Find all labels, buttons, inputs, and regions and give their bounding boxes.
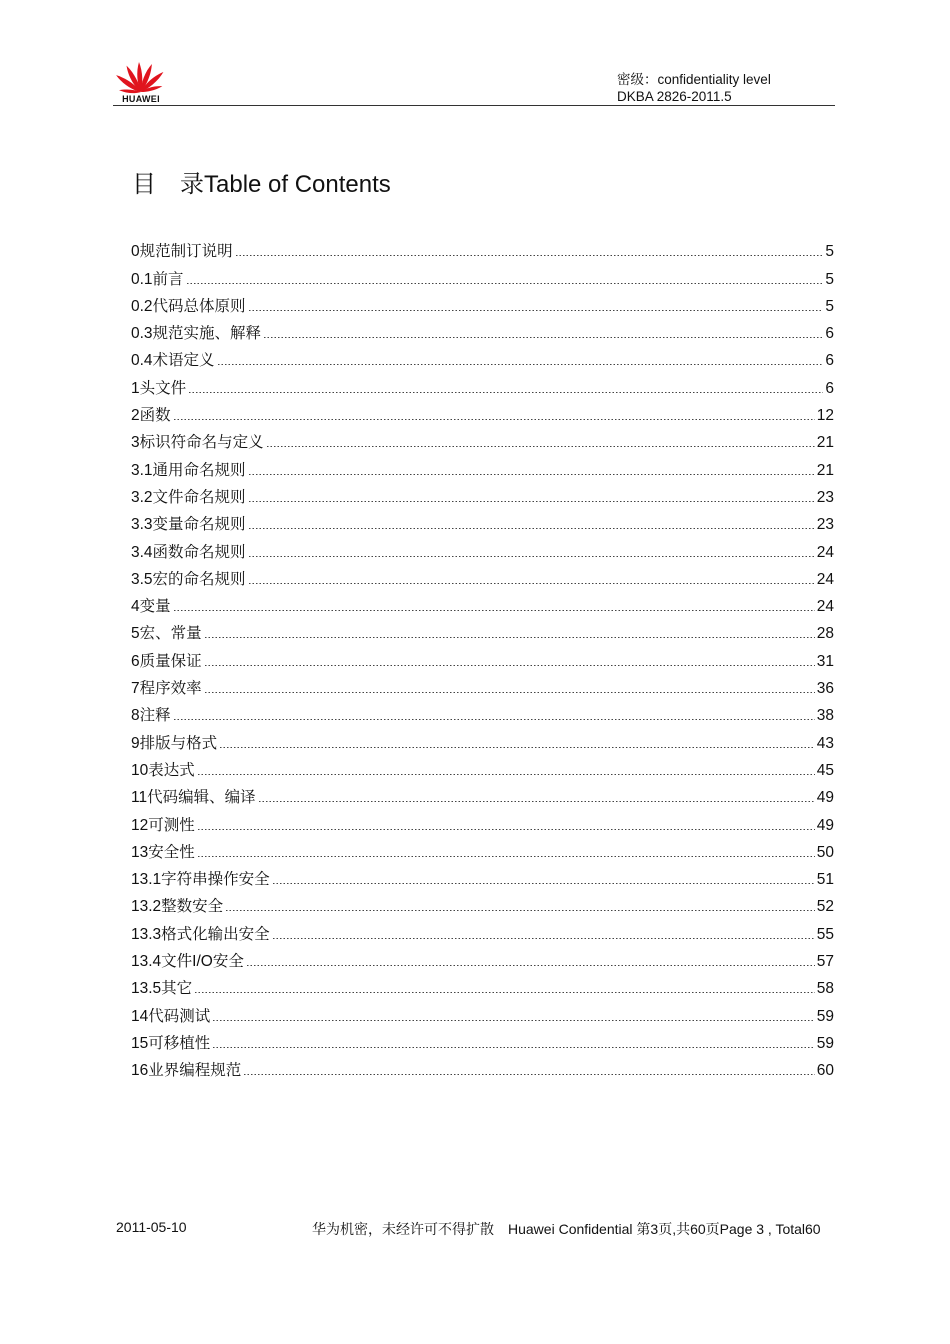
confidentiality-level: 密级：confidentiality level <box>617 72 771 87</box>
toc-entry-page: 60 <box>816 1062 834 1080</box>
toc-entry[interactable] <box>131 589 834 616</box>
toc-entry-label: 0规范制订说明 <box>131 243 233 261</box>
toc-dot-leader <box>248 583 815 584</box>
toc-entry[interactable] <box>131 234 834 261</box>
toc-list <box>131 234 834 1080</box>
toc-dot-leader <box>248 474 815 475</box>
toc-entry-label: 6质量保证 <box>131 652 202 670</box>
toc-entry-label: 13.5其它 <box>131 980 193 998</box>
toc-entry-label: 0.2代码总体原则 <box>131 297 246 315</box>
toc-entry-label: 4变量 <box>131 598 171 616</box>
toc-entry[interactable] <box>131 289 834 316</box>
toc-dot-leader <box>258 801 815 802</box>
toc-entry-label: 15可移植性 <box>131 1034 211 1052</box>
toc-dot-leader <box>272 883 815 884</box>
toc-entry-label: 10表达式 <box>131 761 195 779</box>
toc-title <box>132 164 391 199</box>
toc-entry-page: 43 <box>816 734 834 752</box>
header-divider <box>113 105 835 106</box>
toc-entry[interactable] <box>131 534 834 561</box>
toc-entry-page: 36 <box>816 680 834 698</box>
toc-entry-page: 45 <box>816 761 834 779</box>
toc-dot-leader <box>204 637 815 638</box>
toc-dot-leader <box>173 719 815 720</box>
toc-entry-page: 6 <box>825 325 834 343</box>
toc-dot-leader <box>248 310 824 311</box>
toc-dot-leader <box>204 692 815 693</box>
toc-entry-page: 31 <box>816 652 834 670</box>
toc-entry[interactable] <box>131 398 834 425</box>
toc-entry-page: 51 <box>816 871 834 889</box>
toc-entry-label: 1头文件 <box>131 379 187 397</box>
toc-dot-leader <box>248 501 815 502</box>
toc-dot-leader <box>194 992 815 993</box>
toc-entry-page: 6 <box>825 379 834 397</box>
toc-dot-leader <box>246 965 815 966</box>
toc-entry[interactable] <box>131 452 834 479</box>
toc-entry[interactable] <box>131 1053 834 1080</box>
toc-entry-page: 24 <box>816 598 834 616</box>
toc-entry-label: 13.4文件I/O安全 <box>131 953 244 971</box>
toc-entry[interactable] <box>131 916 834 943</box>
document-id: DKBA 2826-2011.5 <box>617 89 732 104</box>
toc-entry-page: 59 <box>816 1007 834 1025</box>
toc-entry-label: 9排版与格式 <box>131 734 218 752</box>
toc-entry-page: 49 <box>816 816 834 834</box>
toc-entry-label: 16业界编程规范 <box>131 1062 242 1080</box>
toc-entry[interactable] <box>131 944 834 971</box>
toc-entry-label: 0.3规范实施、解释 <box>131 325 262 343</box>
toc-dot-leader <box>248 556 815 557</box>
toc-dot-leader <box>173 419 815 420</box>
toc-entry-label: 11代码编辑、编译 <box>131 789 256 807</box>
toc-dot-leader <box>219 747 815 748</box>
toc-entry-page: 57 <box>816 953 834 971</box>
toc-entry[interactable] <box>131 316 834 343</box>
toc-entry-page: 49 <box>816 789 834 807</box>
toc-entry[interactable] <box>131 807 834 834</box>
toc-entry[interactable] <box>131 780 834 807</box>
toc-entry-page: 5 <box>825 270 834 288</box>
toc-entry-label: 2函数 <box>131 407 171 425</box>
toc-dot-leader <box>266 446 815 447</box>
toc-entry-page: 5 <box>825 243 834 261</box>
toc-entry[interactable] <box>131 971 834 998</box>
toc-entry-page: 21 <box>816 461 834 479</box>
toc-entry[interactable] <box>131 562 834 589</box>
toc-entry-label: 12可测性 <box>131 816 195 834</box>
toc-entry[interactable] <box>131 370 834 397</box>
toc-entry[interactable] <box>131 1026 834 1053</box>
huawei-logo <box>112 58 170 106</box>
toc-entry-label: 13.1字符串操作安全 <box>131 871 270 889</box>
toc-entry[interactable] <box>131 835 834 862</box>
toc-title-cn: 目 录 <box>132 170 204 198</box>
toc-dot-leader <box>197 774 815 775</box>
toc-entry-label: 0.4术语定义 <box>131 352 215 370</box>
toc-entry[interactable] <box>131 889 834 916</box>
toc-entry-page: 24 <box>816 543 834 561</box>
toc-entry-label: 5宏、常量 <box>131 625 202 643</box>
toc-entry-page: 21 <box>816 434 834 452</box>
footer-date: 2011-05-10 <box>116 1219 187 1235</box>
toc-dot-leader <box>173 610 815 611</box>
toc-dot-leader <box>204 665 815 666</box>
toc-dot-leader <box>225 910 815 911</box>
toc-entry-page: 23 <box>816 488 834 506</box>
toc-dot-leader <box>212 1047 815 1048</box>
toc-dot-leader <box>248 528 815 529</box>
toc-entry-page: 12 <box>816 407 834 425</box>
toc-entry[interactable] <box>131 616 834 643</box>
toc-entry[interactable] <box>131 425 834 452</box>
logo-wordmark: HUAWEI <box>122 94 160 104</box>
toc-dot-leader <box>243 1074 815 1075</box>
toc-entry-page: 50 <box>816 843 834 861</box>
toc-dot-leader <box>272 938 815 939</box>
toc-dot-leader <box>212 1020 815 1021</box>
toc-entry[interactable] <box>131 480 834 507</box>
toc-title-en: Table of Contents <box>204 171 391 198</box>
toc-entry-page: 6 <box>825 352 834 370</box>
toc-dot-leader <box>197 856 815 857</box>
toc-entry[interactable] <box>131 507 834 534</box>
toc-entry-label: 3.5宏的命名规则 <box>131 570 246 588</box>
toc-entry-page: 38 <box>816 707 834 725</box>
toc-entry-label: 3.4函数命名规则 <box>131 543 246 561</box>
header-meta <box>617 71 771 105</box>
toc-dot-leader <box>263 337 823 338</box>
toc-dot-leader <box>197 829 815 830</box>
footer-confidential-notice: 华为机密，未经许可不得扩散 Huawei Confidential 第3页,共60页Page 3 , Total60 <box>312 1221 821 1237</box>
toc-entry-label: 13.2整数安全 <box>131 898 224 916</box>
toc-entry-label: 0.1前言 <box>131 270 184 288</box>
huawei-petals-icon <box>112 58 170 96</box>
toc-entry-page: 58 <box>816 980 834 998</box>
toc-entry-label: 3.1通用命名规则 <box>131 461 246 479</box>
toc-entry[interactable] <box>131 725 834 752</box>
toc-entry[interactable] <box>131 643 834 670</box>
toc-entry-label: 14代码测试 <box>131 1007 211 1025</box>
toc-entry-label: 3标识符命名与定义 <box>131 434 264 452</box>
toc-entry-label: 3.2文件命名规则 <box>131 488 246 506</box>
toc-entry-page: 52 <box>816 898 834 916</box>
toc-entry[interactable] <box>131 671 834 698</box>
toc-entry-label: 7程序效率 <box>131 680 202 698</box>
toc-entry[interactable] <box>131 343 834 370</box>
toc-entry-label: 13.3格式化输出安全 <box>131 925 270 943</box>
toc-entry[interactable] <box>131 753 834 780</box>
toc-entry-label: 13安全性 <box>131 843 195 861</box>
toc-entry[interactable] <box>131 698 834 725</box>
toc-entry-page: 5 <box>825 297 834 315</box>
toc-entry-page: 28 <box>816 625 834 643</box>
toc-entry-page: 55 <box>816 925 834 943</box>
toc-dot-leader <box>188 392 823 393</box>
toc-entry-label: 8注释 <box>131 707 171 725</box>
toc-entry[interactable] <box>131 261 834 288</box>
toc-entry-page: 23 <box>816 516 834 534</box>
toc-entry-page: 24 <box>816 570 834 588</box>
toc-entry-label: 3.3变量命名规则 <box>131 516 246 534</box>
toc-entry[interactable] <box>131 862 834 889</box>
toc-dot-leader <box>186 283 824 284</box>
toc-dot-leader <box>217 364 824 365</box>
toc-entry[interactable] <box>131 998 834 1025</box>
toc-entry-page: 59 <box>816 1034 834 1052</box>
toc-dot-leader <box>235 255 824 256</box>
